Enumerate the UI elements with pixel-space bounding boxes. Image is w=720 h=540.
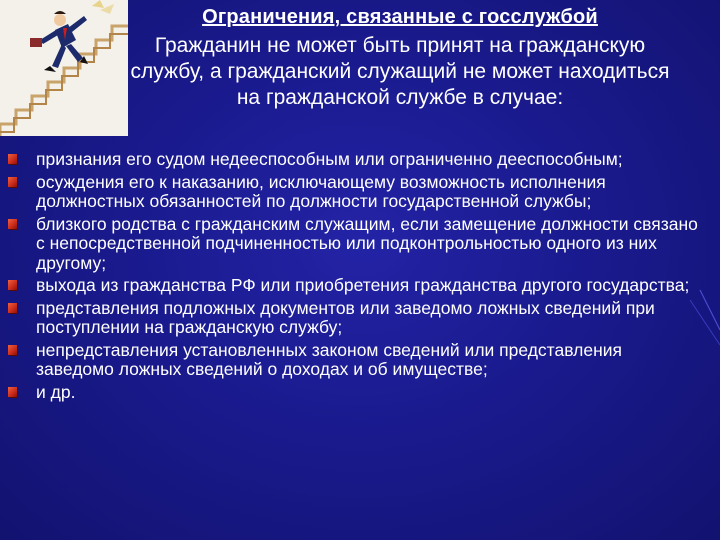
list-item (0, 150, 700, 170)
list-item-text: и др. (36, 381, 76, 402)
slide-header (120, 4, 680, 111)
businessman-climbing-stairs-icon (0, 0, 128, 136)
list-item (0, 341, 700, 380)
list-item (0, 383, 700, 403)
bullet-icon (8, 154, 17, 164)
list-item-text: представления подложных документов или заведомо ложных сведений при поступлении на гражданскую службу; (36, 297, 655, 337)
slide-intro: Гражданин не может быть принят на гражданскую службу, а гражданский служащий не может находиться на гражданской службе в случае: (130, 34, 670, 109)
list-item-text: осуждения его к наказанию, исключающему возможность исполнения должностных обязанностей по должности государственной службы; (36, 171, 606, 211)
restrictions-list (0, 150, 700, 405)
bullet-icon (8, 219, 17, 229)
list-item-text: непредставления установленных законом сведений или представления заведомо ложных сведений о доходах и об имуществе; (36, 339, 622, 379)
list-item-text: признания его судом недееспособным или ограниченно дееспособным; (36, 149, 623, 169)
bullet-icon (8, 280, 17, 290)
bullet-icon (8, 303, 17, 313)
slide-title: Ограничения, связанные с госслужбой (202, 6, 598, 28)
list-item-text: близкого родства с гражданским служащим, если замещение должности связано с непосредственной подчиненностью или подконтрольностью одного из них другому; (36, 213, 698, 273)
list-item (0, 299, 700, 338)
list-item (0, 276, 700, 296)
list-item (0, 173, 700, 212)
list-item-text: выхода из гражданства РФ или приобретения гражданства другого государства; (36, 275, 690, 295)
bullet-icon (8, 387, 17, 397)
bullet-icon (8, 345, 17, 355)
list-item (0, 215, 700, 274)
bullet-icon (8, 177, 17, 187)
